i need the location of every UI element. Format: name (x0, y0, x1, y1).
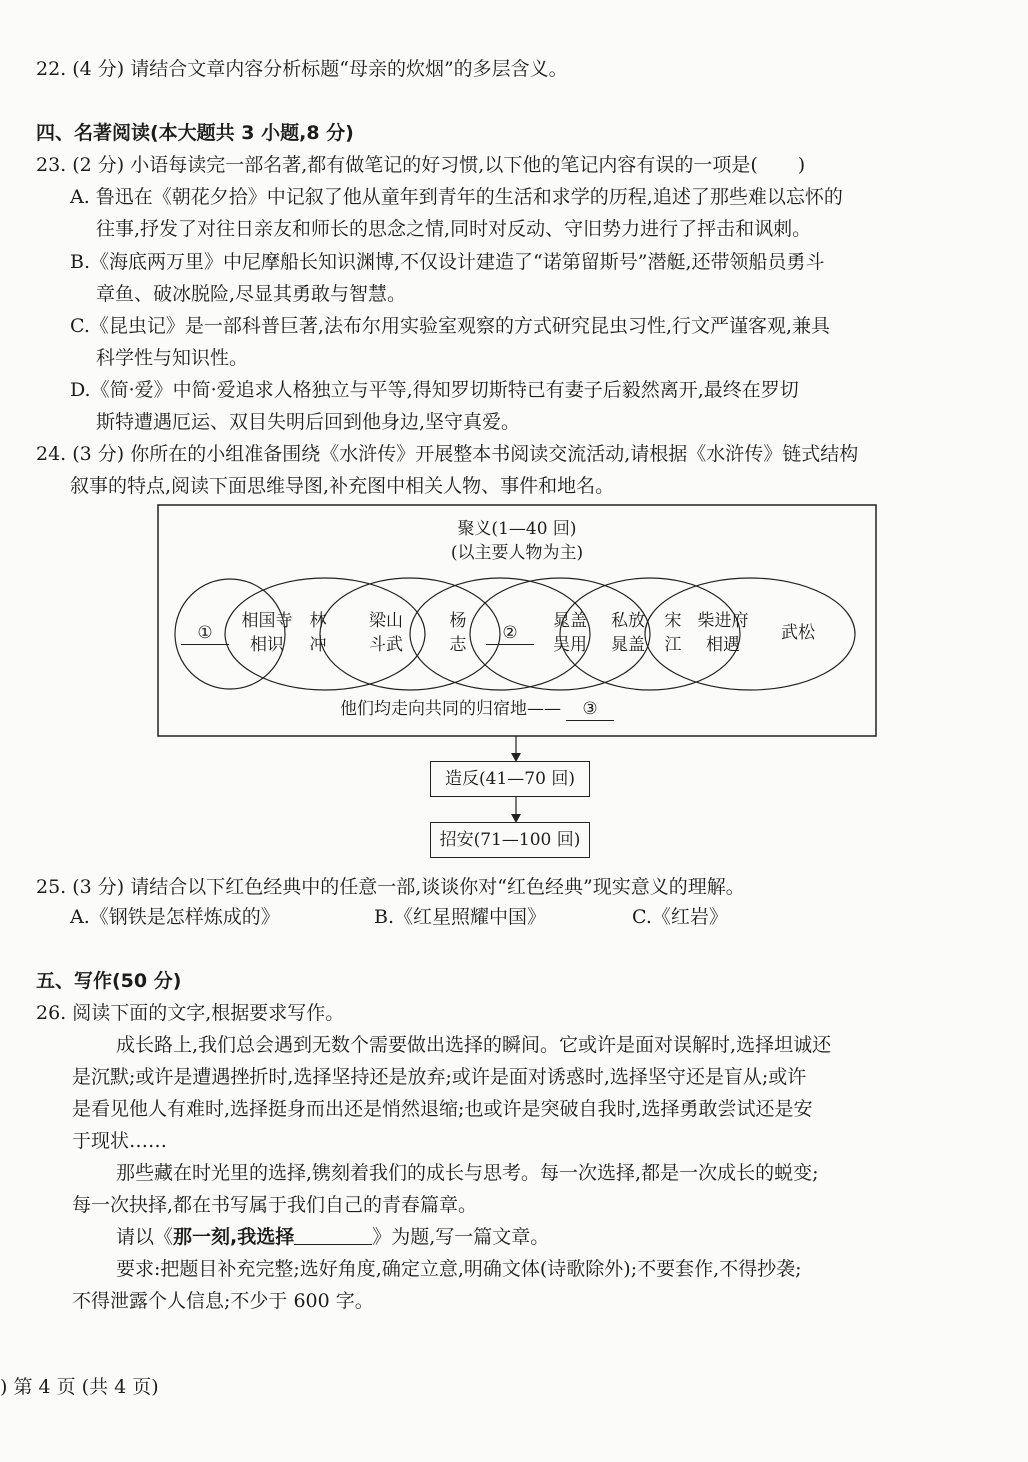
label-xiangguosi: 相国寺 (241, 611, 293, 631)
section-4-heading: 四、名著阅读(本大题共 3 小题,8 分) (36, 122, 354, 144)
label-chaogai-2: 晁盖 (611, 635, 645, 655)
question-22: 22. (4 分) 请结合文章内容分析标题“母亲的炊烟”的多层含义。 (36, 58, 568, 80)
label-douwu: 斗武 (369, 635, 403, 655)
question-23-stem (36, 152, 805, 178)
question-24-line2: 叙事的特点,阅读下面思维导图,补充图中相关人物、事件和地名。 (70, 475, 615, 497)
diagram-subtitle: (以主要人物为主) (450, 543, 584, 563)
q23-option-a-line2: 往事,抒发了对往日亲友和师长的思念之情,同时对反动、守旧势力进行了抨击和讽刺。 (96, 218, 812, 240)
section-5-heading: 五、写作(50 分) (36, 970, 182, 992)
q26-p3-bold: 那一刻,我选择 (173, 1226, 295, 1248)
label-wuyong: 吴用 (553, 635, 587, 655)
label-xiangyu: 相遇 (706, 635, 740, 655)
label-sifang: 私放 (611, 611, 645, 631)
label-liangshan: 梁山 (369, 611, 403, 631)
blank-1-label: ① (181, 622, 228, 645)
label-chaijinfu: 柴进府 (697, 611, 749, 631)
q23-option-b-line2: 章鱼、破冰脱险,尽显其勇敢与智慧。 (96, 283, 407, 305)
blank-1[interactable] (180, 622, 230, 645)
page-footer: ) 第 4 页 (共 4 页) (0, 1376, 159, 1398)
label-chaogai: 晁盖 (553, 611, 587, 631)
destination-text: 他们均走向共同的归宿地—— (340, 699, 561, 719)
q23-option-d-line2: 斯特遭遇厄运、双目失明后回到他身边,坚守真爱。 (96, 411, 521, 433)
q23-option-d-line1: D.《简·爱》中简·爱追求人格独立与平等,得知罗切斯特已有妻子后毅然离开,最终在罗切 (70, 379, 799, 401)
q26-p1-line3: 是看见他人有难时,选择挺身而出还是悄然退缩;也或许是突破自我时,选择勇敢尝试还是安 (72, 1098, 813, 1120)
q23-option-c-line1: C.《昆虫记》是一部科普巨著,法布尔用实验室观察的方式研究昆虫习性,行文严谨客观,兼具 (70, 315, 831, 337)
question-26-stem: 26. 阅读下面的文字,根据要求写作。 (36, 1002, 345, 1024)
q26-p1-line1: 成长路上,我们总会遇到无数个需要做出选择的瞬间。它或许是面对误解时,选择坦诚还 (116, 1034, 832, 1056)
q23-option-a-line1: A. 鲁迅在《朝花夕拾》中记叙了他从童年到青年的生活和求学的历程,追述了那些难以忘怀的 (70, 186, 843, 208)
q26-p2-line2: 每一次抉择,都在书写属于我们自己的青春篇章。 (72, 1194, 478, 1216)
q25-option-c: C.《红岩》 (632, 906, 728, 928)
question-25-stem: 25. (3 分) 请结合以下红色经典中的任意一部,谈谈你对“红色经典”现实意义的理解。 (36, 876, 745, 898)
q26-title-instruction (116, 1224, 549, 1250)
destination-line (340, 698, 680, 721)
q26-p1-line4: 于现状…… (72, 1130, 168, 1152)
label-jiang: 江 (664, 635, 682, 655)
q26-p1-line2: 是沉默;或许是遭遇挫折时,选择坚持还是放弃;或许是面对诱惑时,选择坚守还是盲从;或许 (72, 1066, 807, 1088)
box-amnesty: 招安(71—100 回) (430, 822, 590, 858)
label-lin: 林 (309, 611, 327, 631)
label-chong: 冲 (309, 635, 327, 655)
q25-option-b: B.《红星照耀中国》 (374, 906, 547, 928)
q23-option-c-line2: 科学性与知识性。 (96, 347, 249, 369)
label-wusong: 武松 (781, 623, 815, 643)
q23-option-b-line1: B.《海底两万里》中尼摩船长知识渊博,不仅设计建造了“诺第留斯号”潜艇,还带领船员勇斗 (70, 251, 825, 273)
q25-option-a: A.《钢铁是怎样炼成的》 (70, 906, 280, 928)
q26-p2-line1: 那些藏在时光里的选择,镌刻着我们的成长与思考。每一次选择,都是一次成长的蜕变; (116, 1162, 819, 1184)
q26-p3-pre: 请以《 (116, 1226, 174, 1248)
blank-3[interactable]: ③ (566, 698, 613, 721)
q23-stem-text: 23. (2 分) 小语每读完一部名著,都有做笔记的好习惯,以下他的笔记内容有误的一项是( (36, 154, 758, 176)
label-yang: 杨 (449, 611, 467, 631)
question-24-line1: 24. (3 分) 你所在的小组准备围绕《水浒传》开展整本书阅读交流活动,请根据《水浒传》链式结构 (36, 443, 859, 465)
label-xiangshi: 相识 (250, 635, 284, 655)
q26-req-line2: 不得泄露个人信息;不少于 600 字。 (72, 1290, 374, 1312)
q23-stem-end: ) (797, 154, 806, 176)
label-song: 宋 (664, 611, 682, 631)
q26-req-line1: 要求:把题目补充完整;选好角度,确定立意,明确文体(诗歌除外);不要套作,不得抄袭; (116, 1258, 802, 1280)
title-blank[interactable] (294, 1224, 372, 1245)
diagram-title: 聚义(1—40 回) (457, 519, 577, 539)
box-rebellion: 造反(41—70 回) (430, 761, 590, 797)
q26-p3-post: 》为题,写一篇文章。 (372, 1226, 550, 1248)
blank-2[interactable] (482, 622, 538, 645)
label-zhi: 志 (449, 635, 467, 655)
blank-2-label: ② (486, 622, 533, 645)
